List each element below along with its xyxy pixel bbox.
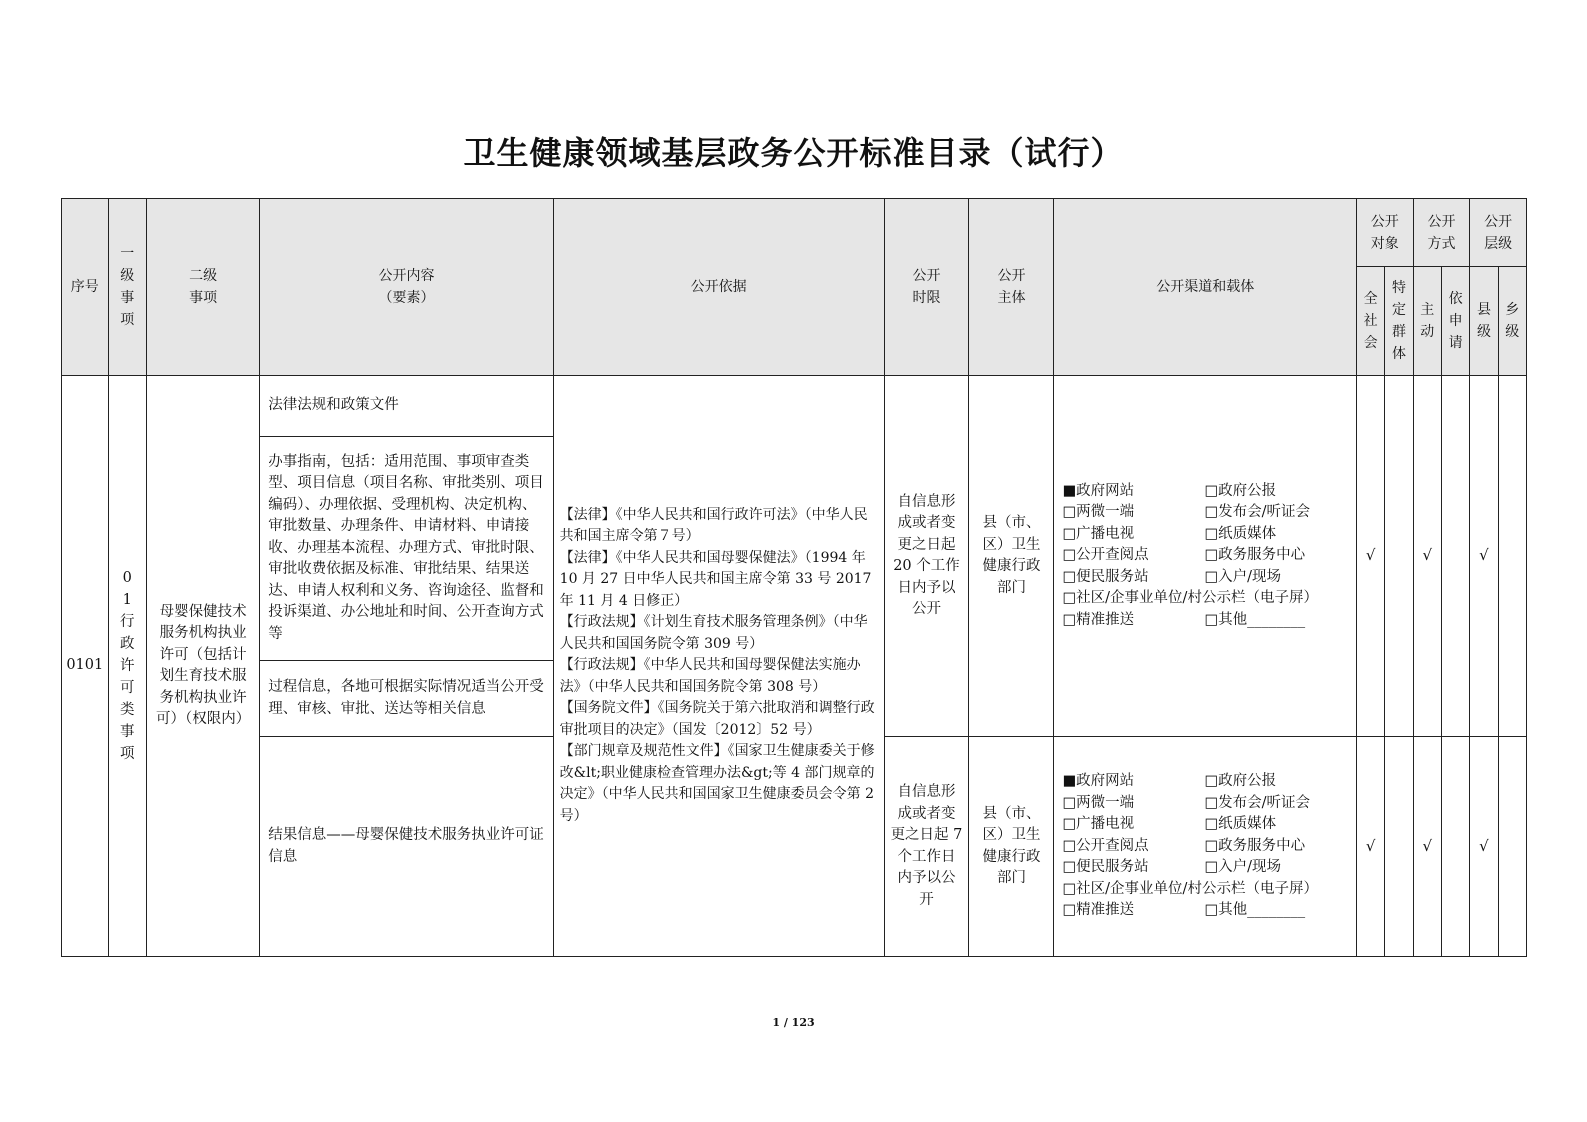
channel-item: □社区/企事业单位/村公示栏（电子屏） bbox=[1062, 590, 1318, 607]
header-sub-public: 全社会 bbox=[1356, 267, 1384, 376]
header-level1: 一级事项 bbox=[108, 199, 146, 376]
mark-apply-1 bbox=[1441, 376, 1469, 737]
channel-item: □政府公报 bbox=[1204, 773, 1277, 790]
channel-item: □广播电视 bbox=[1062, 816, 1135, 833]
header-content: 公开内容 （要素） bbox=[260, 199, 553, 376]
content-item: 办事指南，包括：适用范围、事项审查类型、项目信息（项目名称、审批类别、项目编码）、办理依据、受理机构、决定机构、审批数量、办理条件、申请材料、申请接收、办理基本流程、办理方式、审批时限、审批收费依据及标准、审批结果、结果送达、申请人权利和义务、咨询途径、监督和投诉渠道、办公地址和时间、公开查询方式等 bbox=[260, 437, 553, 661]
row-basis bbox=[553, 376, 884, 957]
channel-item: □纸质媒体 bbox=[1204, 816, 1277, 833]
channel-item: □广播电视 bbox=[1062, 525, 1135, 542]
channel-item: □政务服务中心 bbox=[1204, 547, 1306, 564]
mark-township-1 bbox=[1498, 376, 1526, 737]
page-number: 1 / 123 bbox=[772, 1016, 815, 1029]
mark-public-2: √ bbox=[1356, 737, 1384, 957]
channel-item: ■政府网站 bbox=[1062, 482, 1135, 499]
basis-item: 【国务院文件】《国务院关于第六批取消和调整行政审批项目的决定》（国发〔2012〕52 号） bbox=[559, 700, 875, 738]
row-level1: 01行政许可类事项 bbox=[108, 376, 146, 957]
channel-item: □社区/企事业单位/村公示栏（电子屏） bbox=[1062, 880, 1318, 897]
header-target: 公开对象 bbox=[1356, 199, 1413, 267]
mark-specific-1 bbox=[1385, 376, 1413, 737]
channel-item: □两微一端 bbox=[1062, 504, 1135, 521]
header-level2: 二级 事项 bbox=[146, 199, 259, 376]
basis-item: 【法律】《中华人民共和国行政许可法》（中华人民共和国主席令第７号） bbox=[559, 506, 868, 545]
channel-item: □发布会/听证会 bbox=[1204, 504, 1311, 521]
mark-county-1: √ bbox=[1470, 376, 1498, 737]
channel-item: □纸质媒体 bbox=[1204, 525, 1277, 542]
row-level2: 母婴保健技术服务机构执业许可（包括计划生育技术服务机构执业许可）（权限内） bbox=[146, 376, 259, 957]
channel-item: □其他________ bbox=[1204, 902, 1306, 919]
header-sub-county: 县级 bbox=[1470, 267, 1498, 376]
channel-item: □发布会/听证会 bbox=[1204, 794, 1311, 811]
header-channels: 公开渠道和载体 bbox=[1054, 199, 1357, 376]
channel-item: □政务服务中心 bbox=[1204, 837, 1306, 854]
channels-2 bbox=[1054, 737, 1357, 957]
time-limit-1: 自信息形成或者变更之日起 20 个工作日内予以公开 bbox=[884, 376, 969, 737]
mark-township-2 bbox=[1498, 737, 1526, 957]
header-sub-active: 主动 bbox=[1413, 267, 1441, 376]
header-seq: 序号 bbox=[62, 199, 109, 376]
mark-public-1: √ bbox=[1356, 376, 1384, 737]
header-sub-specific: 特定群体 bbox=[1385, 267, 1413, 376]
mark-apply-2 bbox=[1441, 737, 1469, 957]
channel-item: □便民服务站 bbox=[1062, 859, 1149, 876]
header-sub-township: 乡级 bbox=[1498, 267, 1526, 376]
channel-item: □政府公报 bbox=[1204, 482, 1277, 499]
channel-item: □入户/现场 bbox=[1204, 859, 1282, 876]
page-title: 卫生健康领域基层政务公开标准目录（试行） bbox=[463, 134, 1124, 172]
header-subject: 公开 主体 bbox=[969, 199, 1054, 376]
basis-item: 【部门规章及规范性文件】《国家卫生健康委关于修改&lt;职业健康检查管理办法&gt;等 4 部门规章的决定》（中华人民共和国国家卫生健康委员会令第 2 号） bbox=[559, 743, 875, 824]
mark-active-1: √ bbox=[1413, 376, 1441, 737]
basis-item: 【行政法规】《计划生育技术服务管理条例》（中华人民共和国国务院令第 309 号） bbox=[559, 614, 868, 652]
header-basis: 公开依据 bbox=[553, 199, 884, 376]
catalog-table bbox=[61, 198, 1527, 957]
channel-item: □公开查阅点 bbox=[1062, 837, 1149, 854]
channel-item: □精准推送 bbox=[1062, 611, 1135, 628]
mark-specific-2 bbox=[1385, 737, 1413, 957]
subject-1: 县（市、区）卫生健康行政部门 bbox=[969, 376, 1054, 737]
content-item: 过程信息，各地可根据实际情况适当公开受理、审核、审批、送达等相关信息 bbox=[260, 661, 553, 737]
header-time-limit: 公开 时限 bbox=[884, 199, 969, 376]
channels-1 bbox=[1054, 376, 1357, 737]
channel-item: □两微一端 bbox=[1062, 794, 1135, 811]
subject-2: 县（市、区）卫生健康行政部门 bbox=[969, 737, 1054, 957]
content-item: 法律法规和政策文件 bbox=[260, 376, 553, 437]
channel-item: □其他________ bbox=[1204, 611, 1306, 628]
basis-item: 【法律】《中华人民共和国母婴保健法》（1994 年 10 月 27 日中华人民共和国主席令第 33 号 2017 年 11 月 4 日修正） bbox=[559, 549, 872, 609]
channel-item: ■政府网站 bbox=[1062, 773, 1135, 790]
channel-item: □精准推送 bbox=[1062, 902, 1135, 919]
header-method: 公开方式 bbox=[1413, 199, 1470, 267]
mark-county-2: √ bbox=[1470, 737, 1498, 957]
mark-active-2: √ bbox=[1413, 737, 1441, 957]
header-level: 公开层级 bbox=[1470, 199, 1527, 267]
channel-item: □入户/现场 bbox=[1204, 568, 1282, 585]
content-item: 结果信息——母婴保健技术服务执业许可证信息 bbox=[260, 737, 553, 957]
channel-item: □公开查阅点 bbox=[1062, 547, 1149, 564]
channel-item: □便民服务站 bbox=[1062, 568, 1149, 585]
basis-item: 【行政法规】《中华人民共和国母婴保健法实施办法》（中华人民共和国国务院令第 308 号） bbox=[559, 657, 861, 695]
row-seq: 0101 bbox=[62, 376, 109, 957]
header-sub-apply: 依申请 bbox=[1441, 267, 1469, 376]
time-limit-2: 自信息形成或者变更之日起 7 个工作日内予以公开 bbox=[884, 737, 969, 957]
